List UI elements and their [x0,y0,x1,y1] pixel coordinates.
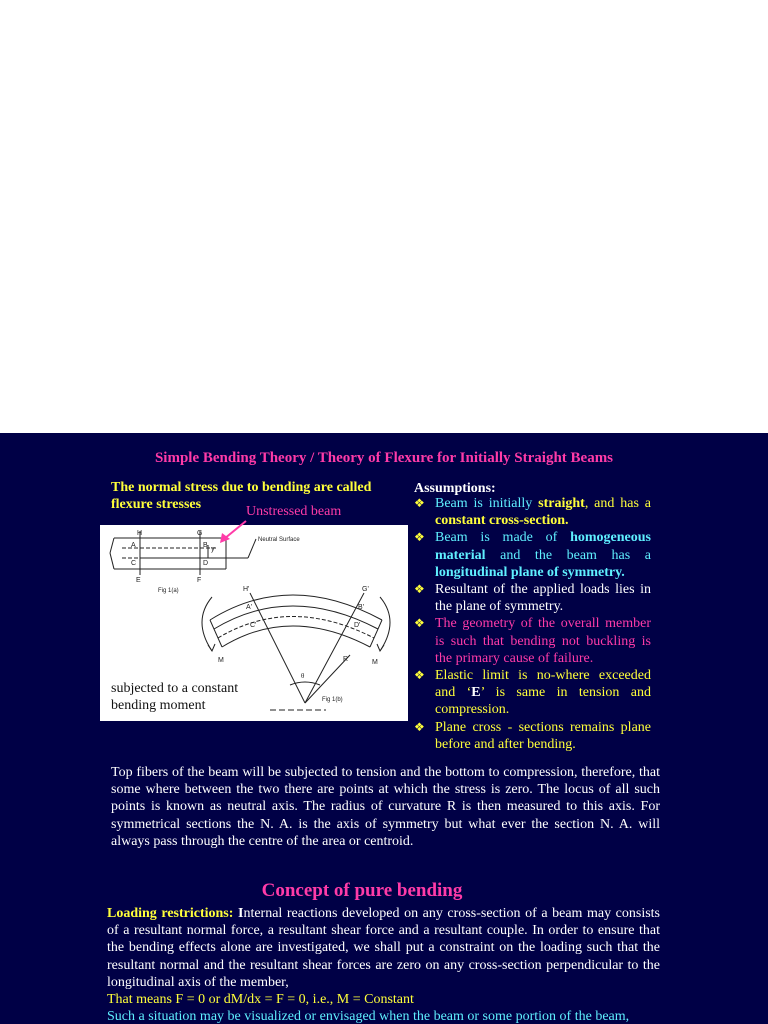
constant-moment-line: That means F = 0 or dM/dx = F = 0, i.e., M = Constant [107,992,414,1007]
diamond-bullet-icon: ❖ [414,496,425,510]
label-E: E [136,577,141,584]
label-F: F [197,577,202,584]
diamond-bullet-icon: ❖ [414,530,425,545]
neutral-axis-paragraph: Top fibers of the beam will be subjected to tension and the bottom to compression, therefore, that some where between the two there are points at which the stress is zero. The locus of all such points is known as neutral axis. The radius of curvature R is then measured to this axis. For symmetrical sections the N. A. is the axis of symmetry but what ever the section N. A. will always pass through the centre of the area or centroid. [111,765,660,849]
slide-title: Simple Bending Theory / Theory of Flexure for Initially Straight Beams [154,450,614,466]
diamond-bullet-icon: ❖ [414,582,425,597]
label-y: y [211,546,215,553]
situation-line: Such a situation may be visualized or envisaged when the beam or some portion of the beam, [107,1009,630,1024]
assumption-item: ❖ The geometry of the overall member is such that bending not buckling is the primary cause of failure. [414,616,651,666]
assumption-item: ❖ Beam is initially straight, and has a constant cross-section. [414,496,651,529]
assumption-item: ❖ Resultant of the applied loads lies in the plane of symmetry. [414,582,651,615]
assumption-item: ❖ Plane cross - sections remains plane before and after bending. [414,719,651,752]
label-H-prime: H' [243,586,250,593]
loading-restrictions-paragraph [107,905,660,991]
diamond-bullet-icon: ❖ [414,668,425,683]
slide [0,433,768,1024]
label-fig-b: Fig 1(b) [322,697,343,703]
concept-heading: Concept of pure bending [261,880,463,901]
label-fig-a: Fig 1(a) [158,588,179,594]
label-theta: θ [301,672,305,680]
dropcap-letter: I [238,906,244,921]
label-neutral-surface: Neutral Surface [258,537,300,543]
flexure-stress-statement: The normal stress due to bending are called flexure stresses [111,480,372,512]
label-C: C [131,560,137,567]
diamond-bullet-icon: ❖ [414,616,425,631]
unstressed-beam-label: Unstressed beam [246,504,342,519]
label-B: B [203,542,208,549]
label-C-prime: C' [250,622,257,629]
diamond-bullet-icon: ❖ [414,719,425,734]
assumption-item: ❖ Beam is made of homogeneous material and the beam has a longitudinal plane of symmetry. [414,530,651,580]
label-A: A [131,542,136,549]
label-H: H [137,530,143,537]
loading-restrictions-text: nternal reactions developed on any cross-section of a beam may consists of a resultant normal force, a resultant shear force and a resultant couple. In order to ensure that the bending effects alone are investigated, we shall put a constraint on the loading such that the resultant normal and the resultant shear forces are zero on any cross-section perpendicular to the longitudinal axis of the member, [107,906,661,990]
label-R: R [343,656,349,663]
loading-restrictions-label: Loading restrictions: [107,906,234,921]
assumption-item: ❖ Elastic limit is no-where exceeded and ‘E’ is same in tension and compression. [414,668,651,718]
label-B-prime: B' [358,604,365,611]
assumptions-heading: Assumptions: [414,481,496,496]
label-G-prime: G' [362,586,369,593]
label-A-prime: A' [246,604,253,611]
label-D: D [203,560,209,567]
label-M-left: M [218,657,224,664]
label-M-right: M [372,659,378,666]
pointer-arrow-icon [218,519,250,545]
figure-caption: subjected to a constant bending moment [111,681,239,713]
label-D-prime: D' [354,622,361,629]
label-G: G [197,530,203,537]
assumptions-list [414,495,651,753]
